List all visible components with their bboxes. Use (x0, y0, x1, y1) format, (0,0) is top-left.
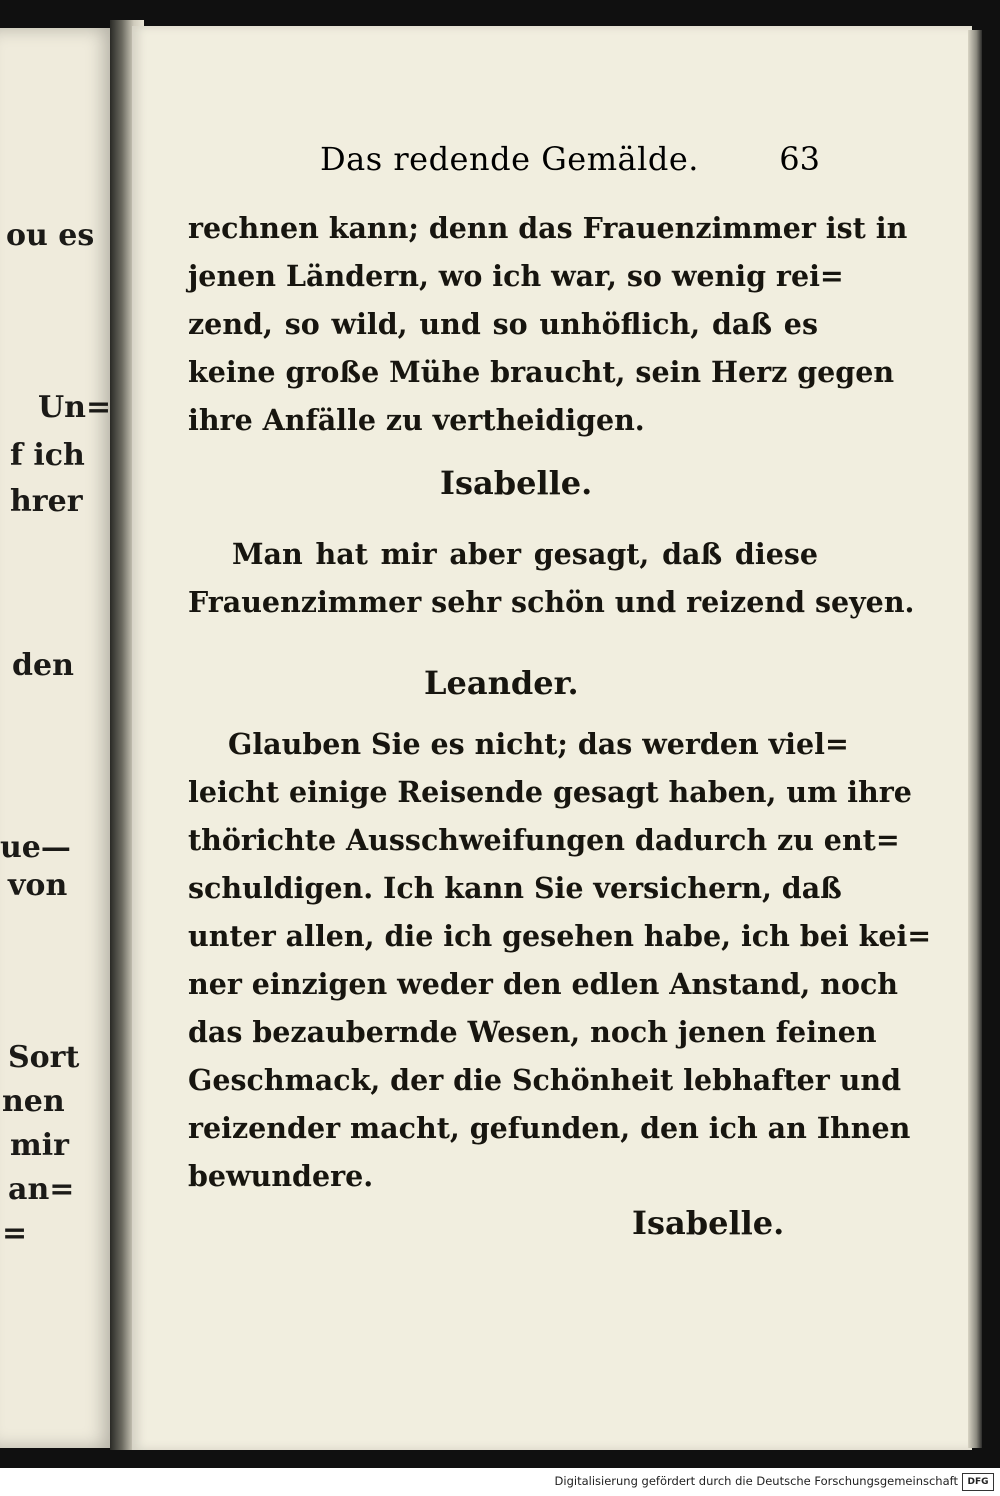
left-fragment: f ich (10, 438, 85, 473)
text-line: keine große Mühe braucht, sein Herz gegen (188, 355, 895, 389)
left-fragment: den (12, 648, 74, 683)
text-line: Glauben Sie es nicht; das werden viel= (228, 727, 849, 761)
speaker-name: Isabelle. (440, 464, 593, 502)
left-fragment: an= (8, 1172, 75, 1207)
left-fragment: hrer (10, 484, 83, 519)
text-line: Man hat mir aber gesagt, daß diese (232, 537, 818, 571)
paragraph-1 (188, 204, 908, 444)
footer-bar (0, 1468, 1000, 1496)
dfg-logo: DFG (962, 1473, 994, 1491)
text-line: ihre Anfälle zu vertheidigen. (188, 403, 645, 437)
text-line: unter allen, die ich gesehen habe, ich bei kei= (188, 919, 932, 953)
left-fragment: ou es (6, 218, 95, 253)
left-page-text (0, 28, 118, 1428)
text-line: zend, so wild, und so unhöflich, daß es (188, 307, 818, 341)
text-line: leicht einige Reisende gesagt haben, um ihre (188, 775, 912, 809)
left-fragment: ue— (0, 830, 71, 865)
text-line: reizender macht, gefunden, den ich an Ihnen (188, 1111, 911, 1145)
text-line: jenen Ländern, wo ich war, so wenig rei= (188, 259, 844, 293)
speaker-name: Leander. (424, 664, 579, 702)
left-fragment: mir (10, 1128, 69, 1163)
speaker-name: Isabelle. (632, 1204, 785, 1242)
text-line: rechnen kann; denn das Frauenzimmer ist in (188, 211, 908, 245)
text-line: bewundere. (188, 1159, 374, 1193)
text-line: schuldigen. Ich kann Sie versichern, daß (188, 871, 842, 905)
page-edge (968, 30, 982, 1448)
left-fragment: = (2, 1216, 28, 1251)
running-title: Das redende Gemälde. (320, 140, 699, 178)
running-header (320, 140, 820, 190)
paragraph-2 (188, 530, 915, 626)
left-fragment: Un= (38, 390, 112, 425)
page-number: 63 (779, 140, 820, 178)
left-fragment: Sort (8, 1040, 80, 1075)
text-line: das bezaubernde Wesen, noch jenen feinen (188, 1015, 877, 1049)
text-line: Frauenzimmer sehr schön und reizend seyen. (188, 585, 915, 619)
text-line: ner einzigen weder den edlen Anstand, noch (188, 967, 899, 1001)
text-line: Geschmack, der die Schönheit lebhafter und (188, 1063, 902, 1097)
paragraph-3 (188, 720, 932, 1200)
funding-credit: Digitalisierung gefördert durch die Deutsche Forschungsgemeinschaft (554, 1474, 958, 1488)
text-line: thörichte Ausschweifungen dadurch zu ent= (188, 823, 900, 857)
left-fragment: von (8, 868, 68, 903)
left-fragment: nen (2, 1084, 65, 1119)
